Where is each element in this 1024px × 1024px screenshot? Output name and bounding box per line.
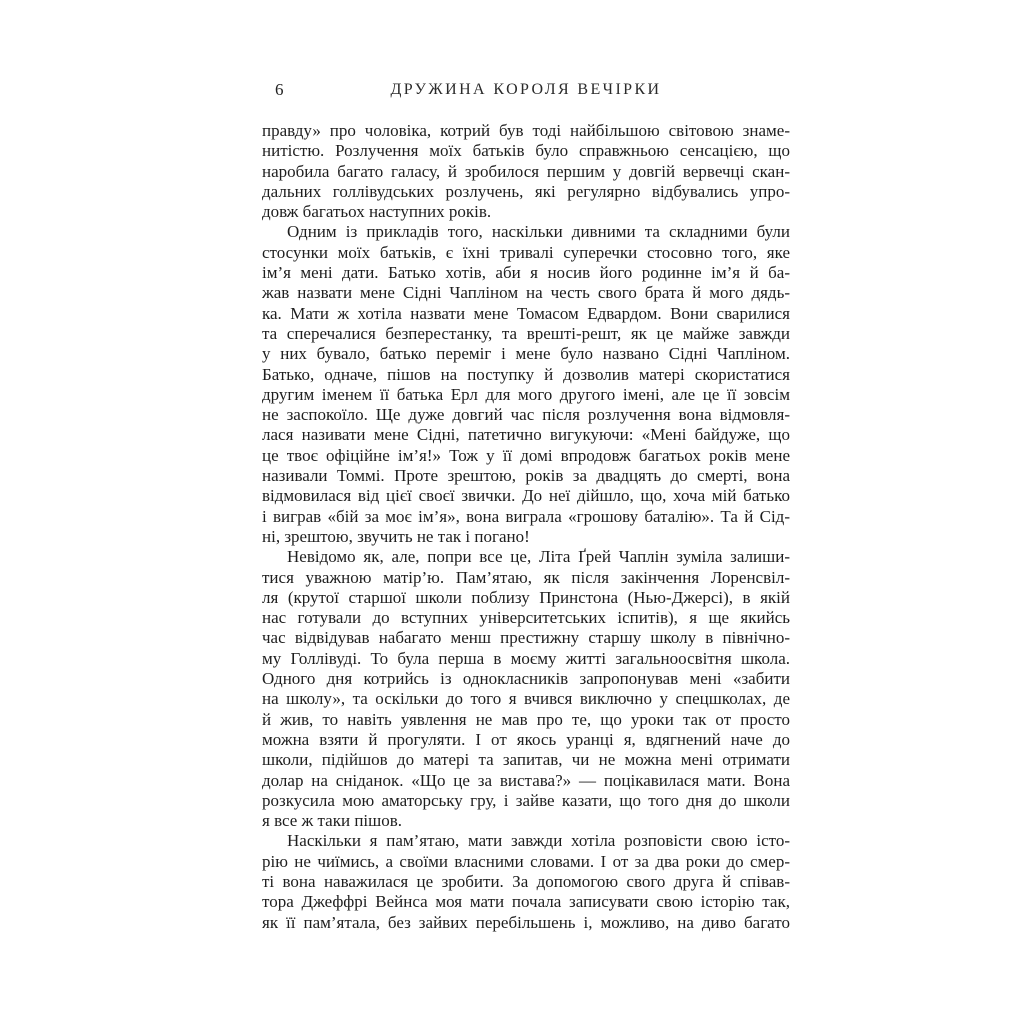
text-line: і виграв «бій за моє ім’я», вона виграла «грошову баталію». Та й Сід- <box>262 506 790 526</box>
text-line: дальних голлівудських розлучень, які регулярно відбувались упро- <box>262 181 790 201</box>
text-line: час відвідував набагато менш престижну старшу школу в північно- <box>262 628 790 648</box>
text-line: розкусила мою аматорську гру, і зайве казати, що того дня до школи <box>262 790 790 810</box>
text-line: ля (крутої старшої школи поблизу Принстона (Нью-Джерсі), в якій <box>262 587 790 607</box>
text-line: стосунки моїх батьків, є їхні тривалі суперечки стосовно того, яке <box>262 242 790 262</box>
text-line: це твоє офіційне ім’я!» Тож у її домі впродовж багатьох років мене <box>262 445 790 465</box>
text-line: Батько, одначе, пішов на поступку й дозволив матері скористатися <box>262 364 790 384</box>
text-line: нитістю. Розлучення моїх батьків було справжньою сенсацією, що <box>262 141 790 161</box>
page-number: 6 <box>275 80 284 99</box>
page-header <box>262 80 790 100</box>
text-line: правду» про чоловіка, котрий був тоді найбільшою світовою знаме- <box>262 121 790 140</box>
text-line: ті вона наважилася це зробити. За допомогою свого друга й співав- <box>262 871 790 891</box>
text-line: Одного дня котрийсь із однокласників запропонував мені «забити <box>262 669 790 689</box>
text-line: школи, підійшов до матері та запитав, чи не можна мені отримати <box>262 750 790 770</box>
text-line: ім’я мені дати. Батько хотів, аби я носив його родинне ім’я й ба- <box>262 263 790 283</box>
text-line: у них бувало, батько переміг і мене було названо Сідні Чапліном. <box>262 344 790 364</box>
text-line: ні, зрештою, звучить не так і погано! <box>262 526 530 546</box>
text-line: нас готували до вступних університетських іспитів), я ще якийсь <box>262 608 790 628</box>
paragraph <box>262 222 790 547</box>
text-line: на школу», та оскільки до того я вчився виключно у спецшколах, де <box>262 689 790 709</box>
text-line: рію не чиїмись, а своїми власними словами. І от за два роки до смер- <box>262 851 790 871</box>
text-line: та сперечалися безперестанку, та врешті-решт, як це майже завжди <box>262 323 790 343</box>
text-line: Одним із прикладів того, наскільки дивними та складними були <box>287 222 790 242</box>
body-text <box>262 121 790 933</box>
text-line: як її пам’ятала, без зайвих перебільшень і, можливо, на диво багато <box>262 912 790 932</box>
paragraph <box>262 547 790 831</box>
text-line: другим іменем її батька Ерл для мого другого імені, але це її зовсім <box>262 384 790 404</box>
text-line: ка. Мати ж хотіла назвати мене Томасом Едвардом. Вони сварилися <box>262 303 790 323</box>
text-line: відмовилася від цієї своєї звички. До неї дійшло, що, хоча мій батько <box>262 486 790 506</box>
paragraph <box>262 121 790 222</box>
text-line: лася називати мене Сідні, патетично вигукуючи: «Мені байдуже, що <box>262 425 790 445</box>
text-line: Невідомо як, але, попри все це, Літа Ґрей Чаплін зуміла залиши- <box>287 547 790 567</box>
text-line: долар на сніданок. «Що це за вистава?» — поцікавилася мати. Вона <box>262 770 790 790</box>
text-line: довж багатьох наступних років. <box>262 202 492 222</box>
text-line: Наскільки я пам’ятаю, мати завжди хотіла розповісти свою істо- <box>287 831 790 851</box>
paragraph <box>262 831 790 932</box>
text-line: тора Джеффрі Вейнса моя мати почала записувати свою історію так, <box>262 892 790 912</box>
text-line: й жив, то навіть уявлення не мав про те, що уроки так от просто <box>262 709 790 729</box>
text-line: можна взяти й прогуляти. І от якось уранці я, вдягнений наче до <box>262 729 790 749</box>
text-line: тися уважною матір’ю. Пам’ятаю, як після закінчення Лоренсвіл- <box>262 567 790 587</box>
text-line: називали Томмі. Проте зрештою, років за двадцять до смерті, вона <box>262 466 790 486</box>
text-line: му Голлівуді. То була перша в моєму житті загальноосвітня школа. <box>262 648 790 668</box>
text-line: жав назвати мене Сідні Чапліном на честь свого брата й мого дядь- <box>262 283 790 303</box>
text-line: наробила багато галасу, й зробилося першим у довгій вервечці скан- <box>262 161 790 181</box>
running-title: ДРУЖИНА КОРОЛЯ ВЕЧІРКИ <box>390 81 662 98</box>
text-line: не заспокоїло. Ще дуже довгий час після розлучення вона відмовля- <box>262 405 790 425</box>
text-line: я все ж таки пішов. <box>262 811 403 831</box>
